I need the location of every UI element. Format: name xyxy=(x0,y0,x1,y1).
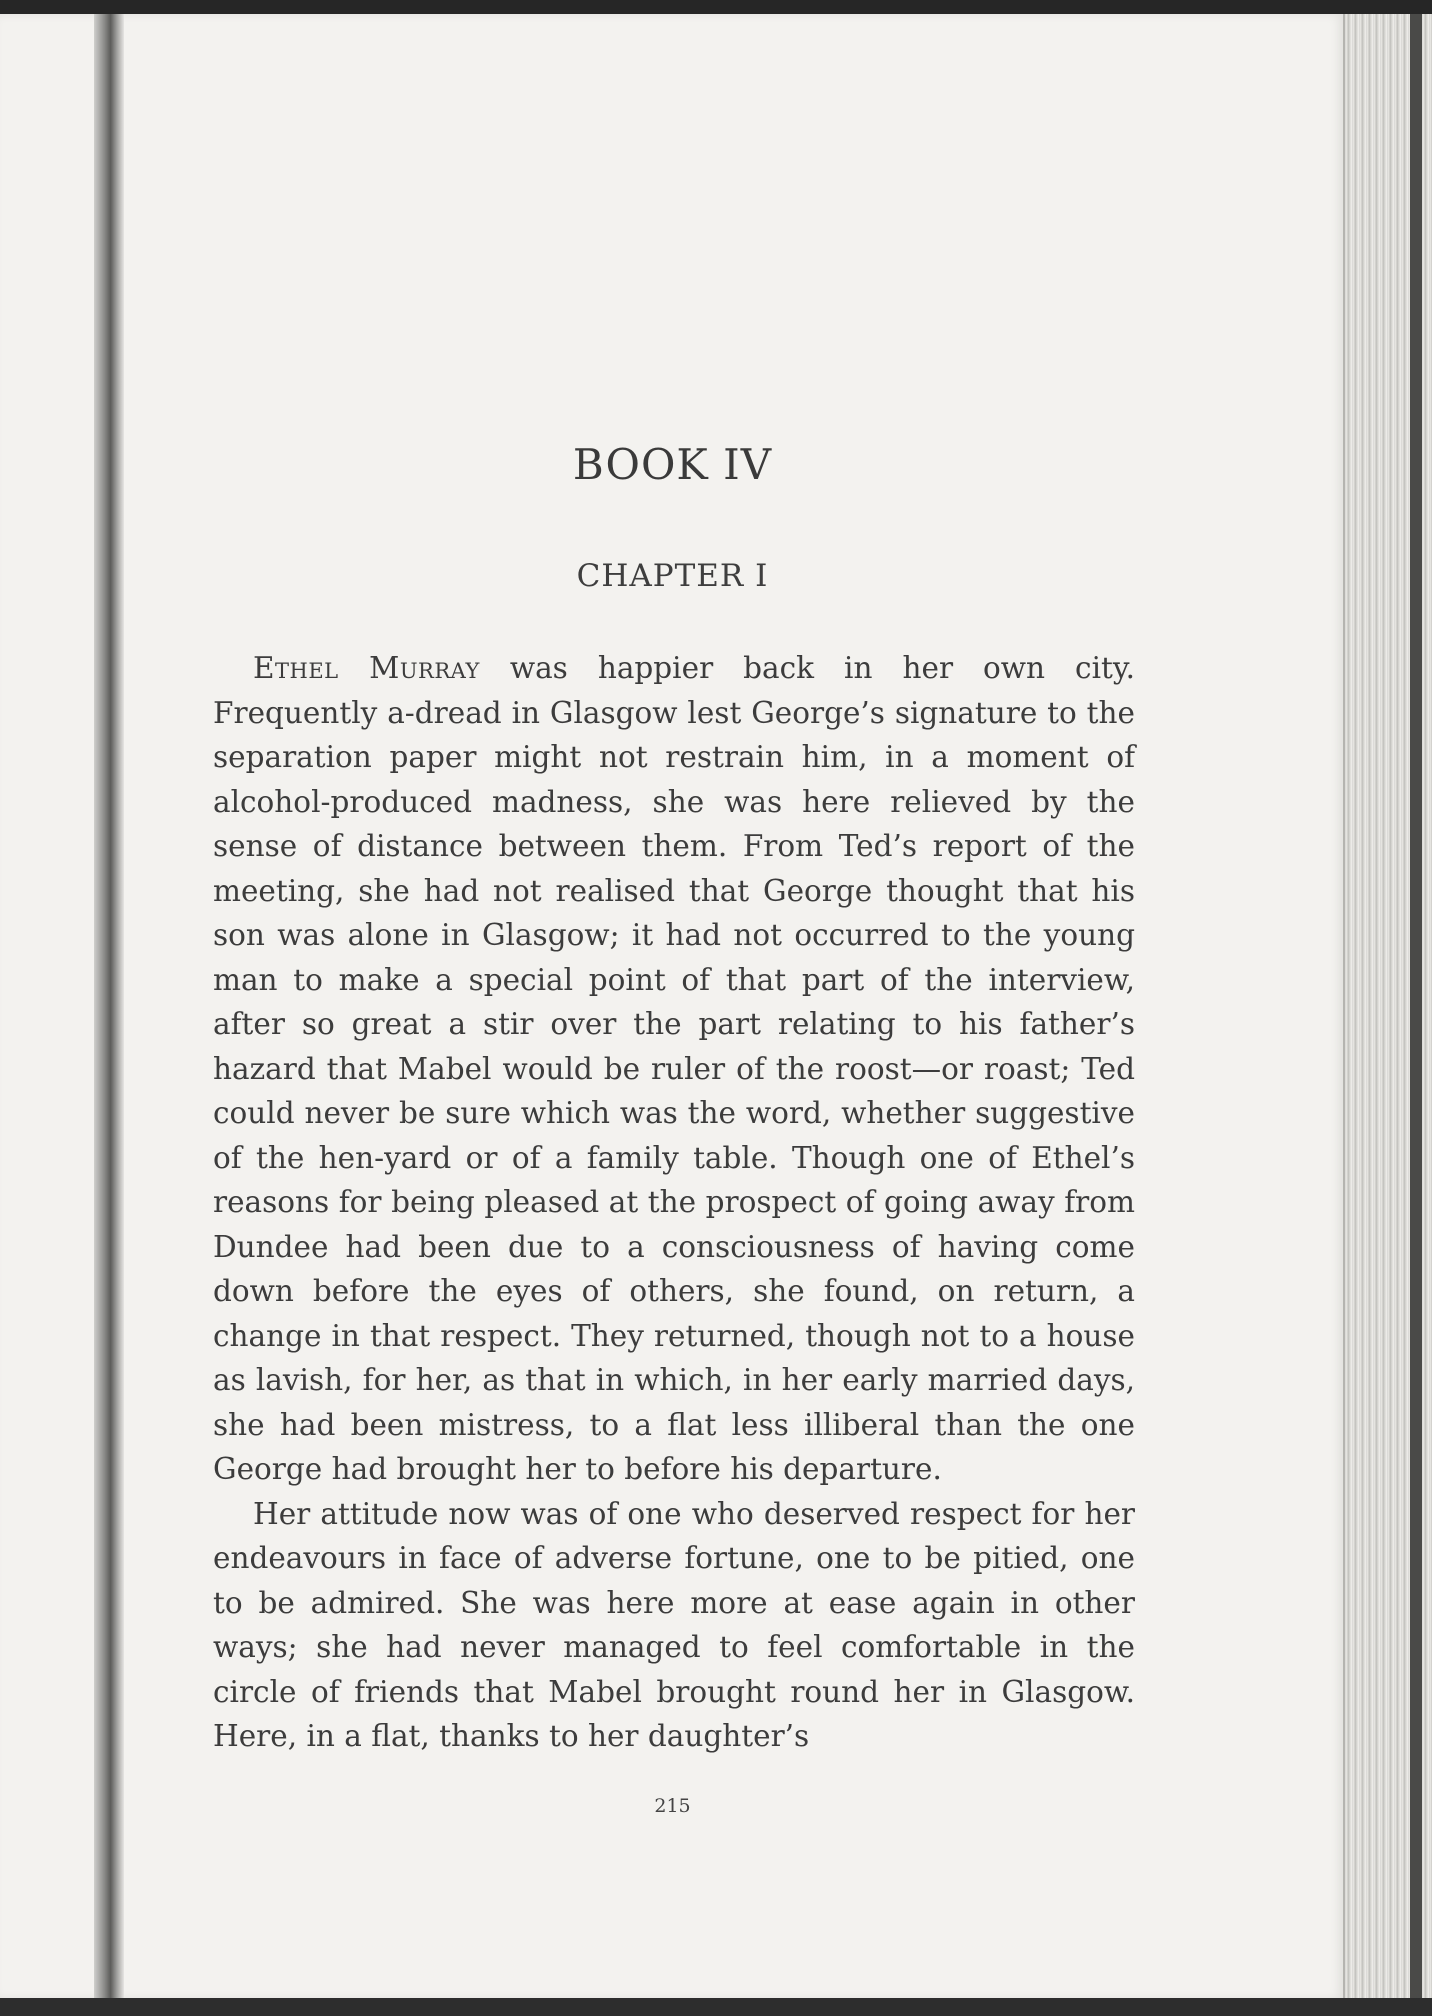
book-heading: BOOK IV xyxy=(572,440,773,489)
page-number: 215 xyxy=(654,1795,691,1817)
chapter-heading: CHAPTER I xyxy=(576,558,769,594)
binding-gutter xyxy=(94,14,124,1999)
page-edges xyxy=(1343,14,1432,2004)
paragraph-1-text: was happier back in her own city. Frequently a-dread in Glasgow lest George’s signature to the separation paper might not restrain him, in a moment of alcohol-produced madness, she was here relieved by the sense of distance between them. From Ted’s report of the meeting, she had not realised that George thought that his son was alone in Glasgow; it had not occurred to the young man to make a special point of that part of the interview, after so great a stir over the part relating to his father’s hazard that Mabel would be ruler of the roost—or roast; Ted could never be sure which was the word, whether suggestive of the hen-yard or of a family table. Though one of Ethel’s reasons for being pleased at the prospect of going away from Dundee had been due to a consciousness of having come down before the eyes of others, she found, on return, a change in that respect. They returned, though not to a house as lavish, for her, as that in which, in her early married days, she had been mistress, to a flat less illiberal than the one George had brought her to before his departure. xyxy=(213,651,1135,1486)
paragraph-lead-in: Ethel Murray xyxy=(253,651,480,685)
paragraph-1 xyxy=(213,646,1135,1492)
body-text xyxy=(213,646,1135,1759)
scan-bottom-border xyxy=(0,1998,1432,2016)
paragraph-2: Her attitude now was of one who deserved respect for her endeavours in face of adverse fortune, one to be pitied, one to be admired. She was here more at ease again in other ways; she had never managed to feel comfortable in the circle of friends that Mabel brought round her in Glasgow. Here, in a flat, thanks to her daughter’s xyxy=(213,1496,1135,1753)
